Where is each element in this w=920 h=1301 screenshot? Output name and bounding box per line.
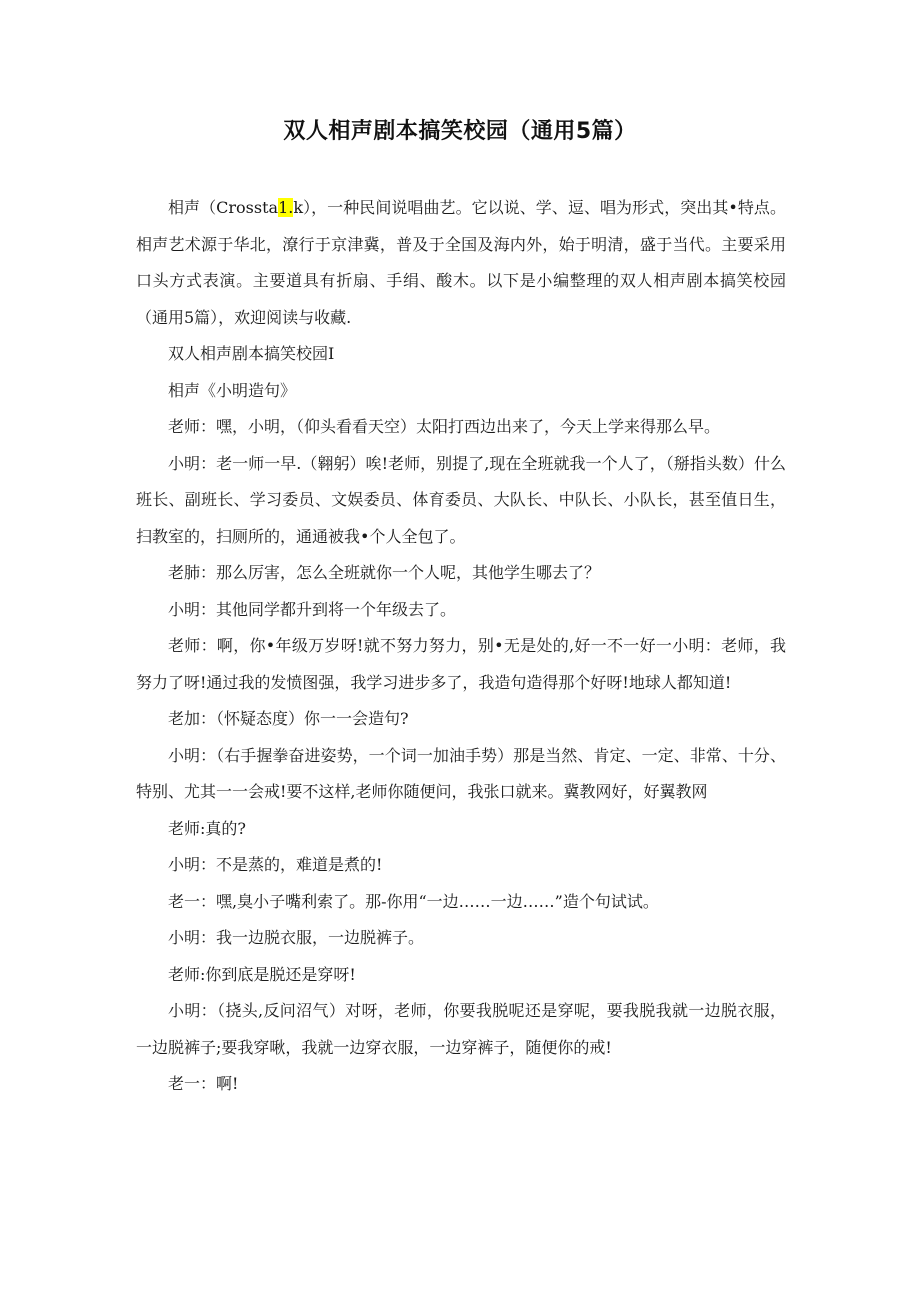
dialogue-line: 老师:真的? [168, 818, 246, 838]
piece-title: 相声《小明造句》 [168, 380, 297, 400]
intro-paragraph [136, 190, 786, 336]
dialogue-line: 老师：啊，你•年级万岁呀!就不努力努力，别•无是处的,好一不一好一小明：老师，我努力了呀!通过我的发愤图强，我学习进步多了，我造句造得那个好呀!地球人都知道! [136, 636, 786, 692]
dialogue-line: 老一：嘿,臭小子嘴利索了。那-你用“一边……一边……”造个句试试。 [168, 891, 659, 911]
dialogue-line: 老肺：那么厉害，怎么全班就你一个人呢，其他学生哪去了？ [168, 563, 601, 582]
dialogue-line: 老师:你到底是脱还是穿呀! [168, 964, 356, 984]
dialogue-line: 小明：（挠头,反问沼气）对呀，老师，你要我脱呢还是穿呢，要我脱我就一边脱衣服，一边脱裤子;要我穿啾，我就一边穿衣服，一边穿裤子，随便你的戒! [136, 1001, 786, 1057]
dialogue-line: 小明：其他同学都升到将一个年级去了。 [168, 599, 457, 619]
dialogue-line: 小明：不是蒸的，难道是煮的! [168, 855, 383, 874]
intro-text-rest: k），一种民间说唱曲艺。它以说、学、逗、唱为形式，突出其•特点。相声艺术源于华北，潦行于京津冀，普及于全国及海内外，始于明清，盛于当代。主要采用口头方式表演。主要道具有折扇、手绢、酸木。以下是小编整理的双人相声剧本搞笑校园（通用5篇），欢迎阅读与收藏. [136, 198, 786, 327]
dialogue-line: 老加：（怀疑态度）你一一会造句? [168, 709, 409, 728]
dialogue-line: 老一：啊! [168, 1074, 239, 1093]
dialogue-line: 小明：老一师一早.（翱躬）唉!老师，别提了,现在全班就我一个人了，（掰指头数）什么班长、副班长、学习委员、文娱委员、体育委员、大队长、中队长、小队长，甚至值日生，扫教室的，扫厕所的，通通被我•个人全包了。 [136, 453, 786, 546]
dialogue-line: 小明：我一边脱衣服，一边脱裤子。 [168, 928, 425, 947]
document-body [136, 190, 786, 1103]
dialogue-line: 老师：嘿，小明，（仰头看看天空）太阳打西边出来了，今天上学来得那么早。 [168, 417, 721, 436]
highlighted-text: 1. [278, 198, 294, 217]
document-title: 双人相声剧本搞笑校园（通用5篇） [283, 119, 637, 144]
section-heading: 双人相声剧本搞笑校园I [168, 344, 335, 363]
intro-text-start: 相声（Crossta [168, 198, 279, 217]
dialogue-line: 小明：（右手握拳奋进姿势，一个词一加油手势）那是当然、肯定、一定、非常、十分、特别、尤其一一会戒!要不这样,老师你随便问，我张口就来。冀教网好，好翼教网 [136, 745, 786, 801]
